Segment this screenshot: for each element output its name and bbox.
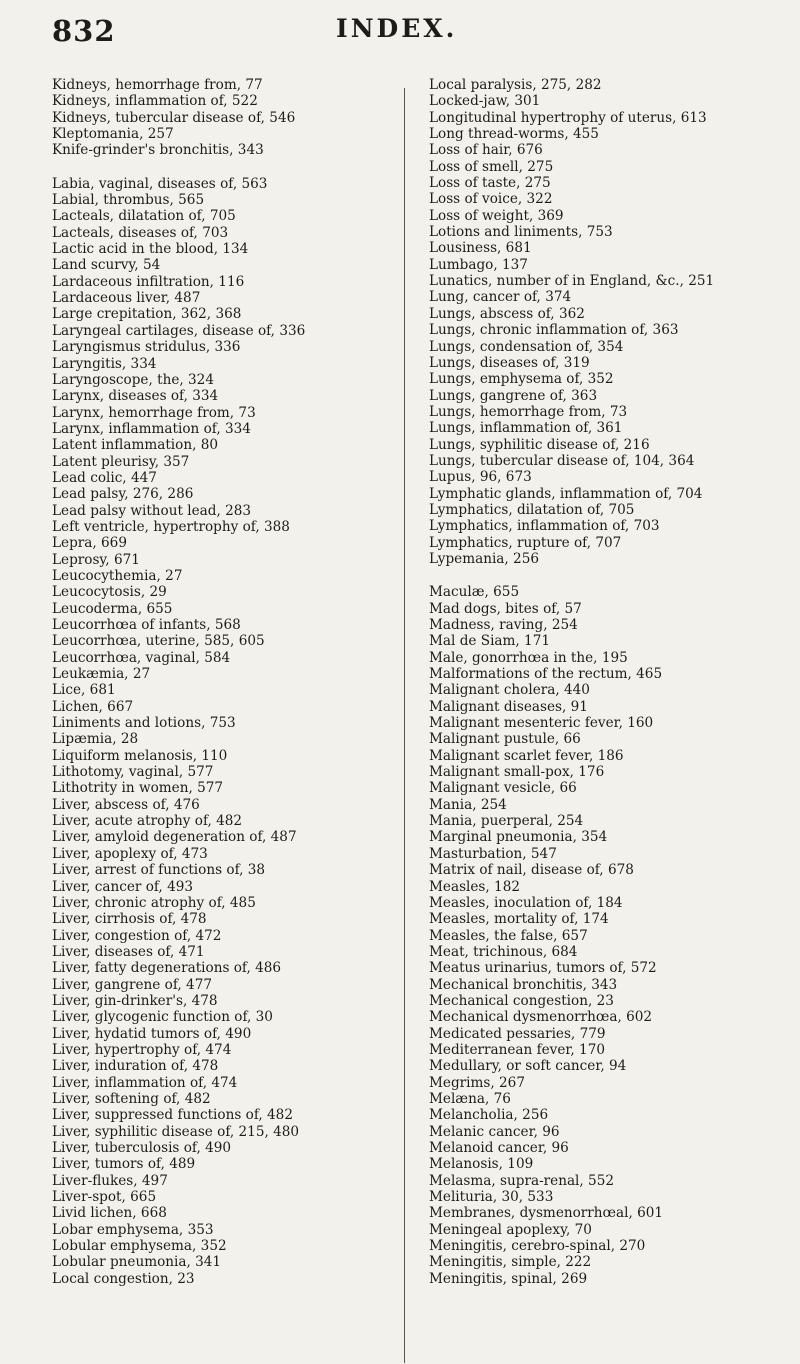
index-entry: Knife-grinder's bronchitis, 343 <box>52 142 264 159</box>
index-entry: Liver, hydatid tumors of, 490 <box>52 1025 252 1042</box>
index-entry: Matrix of nail, disease of, 678 <box>429 862 634 879</box>
index-entry: Leucorrhœa, uterine, 585, 605 <box>52 633 265 650</box>
index-entry: Lactic acid in the blood, 134 <box>52 241 249 258</box>
index-entry: Lobular pneumonia, 341 <box>52 1254 222 1271</box>
index-entry: Malignant pustule, 66 <box>429 731 581 748</box>
index-entry: Labia, vaginal, diseases of, 563 <box>52 175 268 192</box>
index-entry: Larynx, inflammation of, 334 <box>52 420 251 437</box>
index-entry: Lungs, tubercular disease of, 104, 364 <box>429 452 695 469</box>
index-column-right <box>429 77 774 1287</box>
index-entry: Liver, acute atrophy of, 482 <box>52 813 243 830</box>
index-entry: Liniments and lotions, 753 <box>52 715 236 732</box>
index-entry: Liver, tumors of, 489 <box>52 1156 196 1173</box>
index-entry: Mediterranean fever, 170 <box>429 1041 605 1058</box>
index-entry: Melituria, 30, 533 <box>429 1189 554 1206</box>
index-entry: Lead palsy without lead, 283 <box>52 502 252 519</box>
index-entry: Leucorrhœa, vaginal, 584 <box>52 649 231 666</box>
index-letter-group <box>52 77 370 159</box>
index-entry: Lipæmia, 28 <box>52 731 139 748</box>
index-entry: Lymphatic glands, inflammation of, 704 <box>429 485 703 502</box>
index-entry: Lungs, inflammation of, 361 <box>429 420 623 437</box>
index-entry: Liver, amyloid degeneration of, 487 <box>52 829 297 846</box>
index-entry: Lobar emphysema, 353 <box>52 1221 214 1238</box>
index-entry: Medullary, or soft cancer, 94 <box>429 1058 627 1075</box>
index-entry: Left ventricle, hypertrophy of, 388 <box>52 518 290 535</box>
index-column-left <box>52 77 370 1287</box>
index-entry: Larynx, hemorrhage from, 73 <box>52 404 256 421</box>
index-entry: Loss of taste, 275 <box>429 175 551 192</box>
index-entry: Liver, inflammation of, 474 <box>52 1074 238 1091</box>
index-entry: Lithotrity in women, 577 <box>52 780 224 797</box>
index-entry: Lobular emphysema, 352 <box>52 1238 227 1255</box>
index-entry: Mechanical bronchitis, 343 <box>429 976 618 993</box>
index-entry: Liver, gangrene of, 477 <box>52 976 212 993</box>
index-entry: Lungs, condensation of, 354 <box>429 338 624 355</box>
index-entry: Malformations of the rectum, 465 <box>429 666 663 683</box>
index-entry: Lunatics, number of in England, &c., 251 <box>429 273 715 290</box>
index-entry: Meningitis, spinal, 269 <box>429 1270 588 1287</box>
index-entry: Mechanical dysmenorrhœa, 602 <box>429 1009 653 1026</box>
index-entry: Liver, induration of, 478 <box>52 1058 219 1075</box>
index-entry: Kleptomania, 257 <box>52 126 174 143</box>
page-number: 832 <box>52 14 116 48</box>
index-entry: Meat, trichinous, 684 <box>429 943 578 960</box>
index-entry: Kidneys, inflammation of, 522 <box>52 93 258 110</box>
index-entry: Loss of hair, 676 <box>429 142 543 159</box>
index-entry: Lungs, chronic inflammation of, 363 <box>429 322 679 339</box>
index-entry: Liver, glycogenic function of, 30 <box>52 1009 273 1026</box>
index-entry: Malignant vesicle, 66 <box>429 780 577 797</box>
index-entry: Liver, diseases of, 471 <box>52 943 205 960</box>
running-title: INDEX. <box>336 14 458 43</box>
index-entry: Male, gonorrhœa in the, 195 <box>429 649 628 666</box>
index-entry: Leprosy, 671 <box>52 551 140 568</box>
index-entry: Land scurvy, 54 <box>52 257 161 274</box>
index-entry: Megrims, 267 <box>429 1074 525 1091</box>
index-entry: Membranes, dysmenorrhœal, 601 <box>429 1205 664 1222</box>
index-entry: Medicated pessaries, 779 <box>429 1025 606 1042</box>
index-entry: Melæna, 76 <box>429 1090 511 1107</box>
index-entry: Maculæ, 655 <box>429 584 520 601</box>
index-entry: Measles, inoculation of, 184 <box>429 894 623 911</box>
index-entry: Melancholia, 256 <box>429 1107 549 1124</box>
page-header <box>0 14 800 54</box>
index-entry: Lichen, 667 <box>52 698 134 715</box>
index-entry: Leucocytosis, 29 <box>52 584 167 601</box>
index-entry: Leucorrhœa of infants, 568 <box>52 617 241 633</box>
index-entry: Loss of weight, 369 <box>429 207 564 224</box>
index-entry: Larynx, diseases of, 334 <box>52 388 219 405</box>
index-entry: Liver, arrest of functions of, 38 <box>52 862 266 879</box>
index-entry: Livid lichen, 668 <box>52 1205 167 1222</box>
index-entry: Measles, mortality of, 174 <box>429 911 609 928</box>
index-entry: Labial, thrombus, 565 <box>52 192 205 209</box>
index-entry: Liver, apoplexy of, 473 <box>52 845 208 862</box>
index-entry: Liver, hypertrophy of, 474 <box>52 1041 232 1058</box>
index-entry: Lymphatics, rupture of, 707 <box>429 534 622 551</box>
index-entry: Latent inflammation, 80 <box>52 437 219 454</box>
index-entry: Loss of voice, 322 <box>429 191 553 208</box>
index-entry: Liver, cirrhosis of, 478 <box>52 911 207 928</box>
index-entry: Loss of smell, 275 <box>429 158 554 175</box>
index-entry: Liver-spot, 665 <box>52 1189 157 1206</box>
index-entry: Measles, the false, 657 <box>429 927 588 944</box>
column-divider <box>404 88 405 1363</box>
index-entry: Local paralysis, 275, 282 <box>429 77 602 93</box>
index-entry: Longitudinal hypertrophy of uterus, 613 <box>429 109 707 126</box>
index-entry: Liver, abscess of, 476 <box>52 796 200 813</box>
index-entry: Meningeal apoplexy, 70 <box>429 1221 592 1238</box>
index-entry: Mad dogs, bites of, 57 <box>429 600 582 617</box>
index-entry: Lotions and liniments, 753 <box>429 224 613 241</box>
index-entry: Laryngismus stridulus, 336 <box>52 339 241 356</box>
index-entry: Local congestion, 23 <box>52 1270 195 1287</box>
index-entry: Liver, chronic atrophy of, 485 <box>52 894 256 911</box>
index-entry: Malignant cholera, 440 <box>429 682 590 699</box>
index-entry: Lymphatics, dilatation of, 705 <box>429 501 635 518</box>
index-entry: Melanosis, 109 <box>429 1156 534 1173</box>
index-entry: Mechanical congestion, 23 <box>429 992 614 1009</box>
index-letter-group <box>52 176 370 1287</box>
index-entry: Liver, congestion of, 472 <box>52 927 222 944</box>
index-entry: Liver, syphilitic disease of, 215, 480 <box>52 1123 300 1140</box>
index-entry: Lithotomy, vaginal, 577 <box>52 764 214 781</box>
index-entry: Lepra, 669 <box>52 535 127 552</box>
index-entry: Lumbago, 137 <box>429 256 528 273</box>
index-entry: Lungs, hemorrhage from, 73 <box>429 403 628 420</box>
index-entry: Lungs, diseases of, 319 <box>429 354 590 371</box>
index-entry: Lead palsy, 276, 286 <box>52 486 194 503</box>
index-entry: Mal de Siam, 171 <box>429 633 551 650</box>
index-entry: Madness, raving, 254 <box>429 617 578 633</box>
index-entry: Mania, puerperal, 254 <box>429 813 584 830</box>
index-entry: Mania, 254 <box>429 796 507 813</box>
index-entry: Melanoid cancer, 96 <box>429 1140 569 1156</box>
index-entry: Melanic cancer, 96 <box>429 1123 560 1140</box>
index-entry: Meningitis, simple, 222 <box>429 1254 592 1271</box>
index-entry: Lypemania, 256 <box>429 550 540 567</box>
index-entry: Locked-jaw, 301 <box>429 93 541 110</box>
index-entry: Kidneys, hemorrhage from, 77 <box>52 77 263 93</box>
index-entry: Lardaceous liver, 487 <box>52 290 201 307</box>
index-entry: Lymphatics, inflammation of, 703 <box>429 518 660 535</box>
index-entry: Liver-flukes, 497 <box>52 1172 168 1189</box>
index-entry: Kidneys, tubercular disease of, 546 <box>52 109 296 126</box>
index-entry: Liver, suppressed functions of, 482 <box>52 1107 293 1124</box>
index-entry: Lead colic, 447 <box>52 469 157 486</box>
index-entry: Leukæmia, 27 <box>52 666 151 683</box>
index-entry: Lousiness, 681 <box>429 240 532 257</box>
index-entry: Lice, 681 <box>52 682 116 699</box>
index-entry: Lungs, gangrene of, 363 <box>429 387 598 404</box>
index-entry: Malignant mesenteric fever, 160 <box>429 715 654 732</box>
index-entry: Lungs, abscess of, 362 <box>429 305 585 322</box>
index-entry: Laryngitis, 334 <box>52 355 157 372</box>
index-letter-group <box>429 584 774 1287</box>
index-entry: Marginal pneumonia, 354 <box>429 829 608 846</box>
index-entry: Liver, gin-drinker's, 478 <box>52 992 218 1009</box>
index-entry: Laryngoscope, the, 324 <box>52 371 214 388</box>
index-entry: Measles, 182 <box>429 878 521 895</box>
index-entry: Long thread-worms, 455 <box>429 126 599 143</box>
index-entry: Lung, cancer of, 374 <box>429 289 572 306</box>
index-entry: Malignant scarlet fever, 186 <box>429 747 624 764</box>
index-entry: Large crepitation, 362, 368 <box>52 306 242 323</box>
index-entry: Melasma, supra-renal, 552 <box>429 1172 614 1189</box>
index-letter-group <box>429 77 774 567</box>
index-entry: Liver, cancer of, 493 <box>52 878 194 895</box>
index-entry: Lacteals, diseases of, 703 <box>52 224 229 241</box>
index-entry: Malignant diseases, 91 <box>429 698 588 715</box>
index-entry: Meatus urinarius, tumors of, 572 <box>429 960 657 977</box>
index-entry: Liquiform melanosis, 110 <box>52 747 228 764</box>
index-entry: Lupus, 96, 673 <box>429 469 532 486</box>
index-entry: Lungs, emphysema of, 352 <box>429 371 614 388</box>
index-entry: Lacteals, dilatation of, 705 <box>52 208 236 225</box>
index-entry: Laryngeal cartilages, disease of, 336 <box>52 322 306 339</box>
index-entry: Leucocythemia, 27 <box>52 567 183 584</box>
index-entry: Lungs, syphilitic disease of, 216 <box>429 436 650 453</box>
index-entry: Lardaceous infiltration, 116 <box>52 273 245 290</box>
index-entry: Latent pleurisy, 357 <box>52 453 190 470</box>
index-entry: Malignant small-pox, 176 <box>429 764 605 781</box>
index-entry: Liver, softening of, 482 <box>52 1090 211 1107</box>
index-entry: Meningitis, cerebro-spinal, 270 <box>429 1238 646 1255</box>
index-entry: Liver, fatty degenerations of, 486 <box>52 960 282 977</box>
index-entry: Leucoderma, 655 <box>52 600 173 617</box>
index-entry: Liver, tuberculosis of, 490 <box>52 1140 232 1156</box>
index-entry: Masturbation, 547 <box>429 845 557 862</box>
